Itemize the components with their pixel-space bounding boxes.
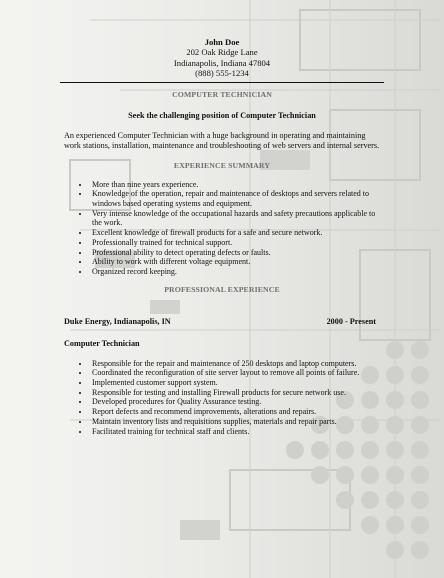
list-item: • Responsible for the repair and maintenance of 250 desktops and laptop computers. — [90, 359, 380, 369]
phone-number: (888) 555-1234 — [195, 68, 249, 79]
summary-paragraph: An experienced Computer Technician with a huge background in operating and maintaining work stations, installation, maintenance and troubleshooting of web servers and internal servers. — [64, 130, 380, 150]
experience-summary-list — [64, 180, 380, 277]
employer-name: Duke Energy, Indianapolis, IN — [64, 316, 171, 326]
list-item: • Professionally trained for technical support. — [90, 238, 380, 248]
applicant-name: John Doe — [204, 37, 240, 47]
list-item: • Ability to work with different voltage equipment. — [90, 257, 380, 267]
list-item: • Responsible for testing and installing Firewall products for secure network use. — [90, 388, 380, 398]
list-item: • Report defects and recommend improvements, alterations and repairs. — [90, 407, 380, 417]
street-address: 202 Oak Ridge Lane — [186, 47, 258, 58]
resume-headline: COMPUTER TECHNICIAN — [172, 89, 272, 99]
objective-statement: Seek the challenging position of Computer Technician — [128, 110, 316, 120]
job-responsibilities-list — [64, 359, 380, 437]
contact-header — [64, 0, 380, 79]
list-item: • Knowledge of the operation, repair and maintenance of desktops and servers related to windows based operating systems and equipment. — [90, 189, 380, 208]
job-title: Computer Technician — [64, 338, 140, 348]
list-item: • Facilitated training for technical staff and clients. — [90, 427, 380, 437]
header-divider — [60, 82, 384, 83]
list-item: • Developed procedures for Quality Assurance testing. — [90, 397, 380, 407]
city-state-zip: Indianapolis, Indiana 47804 — [173, 57, 271, 68]
employer-line — [64, 317, 380, 326]
list-item: • Implemented customer support system. — [90, 378, 380, 388]
list-item: • Coordinated the reconfiguration of site server layout to remove all points of failure. — [90, 368, 380, 378]
experience-summary-heading: EXPERIENCE SUMMARY — [173, 160, 271, 170]
list-item: • Excellent knowledge of firewall products for a safe and secure network. — [90, 228, 380, 238]
list-item: • Organized record keeping. — [90, 267, 380, 277]
employment-dates: 2000 - Present — [326, 316, 376, 326]
list-item: • Very intense knowledge of the occupational hazards and safety precautions applicable to the work. — [90, 209, 380, 228]
list-item: • More than nine years experience. — [90, 180, 380, 190]
list-item: • Maintain inventory lists and requisitions supplies, materials and repair parts. — [90, 417, 380, 427]
list-item: • Professional ability to detect operating defects or faults. — [90, 248, 380, 258]
professional-experience-heading: PROFESSIONAL EXPERIENCE — [164, 284, 280, 294]
